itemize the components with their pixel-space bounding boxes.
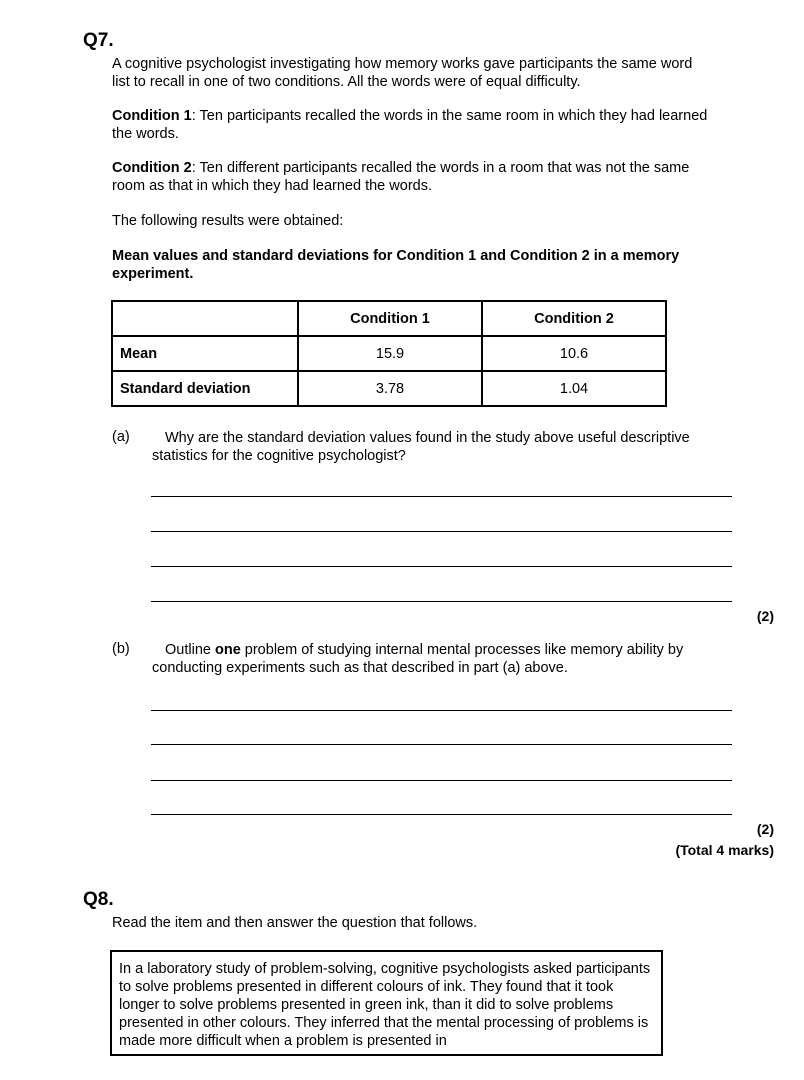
- q8-item-text: In a laboratory study of problem-solving, cognitive psychologists asked participants to solve problems presented in different colours of ink. They found that it took longer to solve problems presented in green ink, than it did to solve problems presented in other colours. They inferred that the mental processing of problems is made more difficult when a problem is presented in: [119, 961, 651, 1049]
- q7-condition-2: [112, 159, 712, 195]
- condition-2-text: : Ten different participants recalled the words in a room that was not the same room as that in which they had learned the words.: [112, 160, 690, 194]
- results-table: [111, 300, 667, 407]
- answer-line-b-2[interactable]: [151, 744, 732, 745]
- part-b-label: (b): [112, 641, 130, 657]
- cell-mean-condition-2: 10.6: [482, 336, 666, 371]
- answer-line-a-2[interactable]: [151, 531, 732, 532]
- answer-line-b-1[interactable]: [151, 710, 732, 711]
- question-7-number: Q7.: [83, 30, 114, 51]
- row-header-sd: Standard deviation: [112, 371, 298, 406]
- answer-line-a-3[interactable]: [151, 566, 732, 567]
- table-corner-cell: [112, 301, 298, 336]
- cell-mean-condition-1: 15.9: [298, 336, 482, 371]
- table-caption: Mean values and standard deviations for Condition 1 and Condition 2 in a memory experiment.: [112, 248, 680, 282]
- q7-condition-1: [112, 107, 712, 143]
- column-header-condition-2: Condition 2: [482, 301, 666, 336]
- condition-1-label: Condition 1: [112, 108, 192, 124]
- table-header-row: [112, 301, 666, 336]
- q7-total-marks: (Total 4 marks): [675, 842, 774, 858]
- condition-1-text: : Ten participants recalled the words in the same room in which they had learned the words.: [112, 108, 708, 142]
- part-b-question: [152, 641, 742, 677]
- question-8-number: Q8.: [83, 889, 114, 910]
- part-b-emphasis: one: [214, 642, 241, 658]
- row-header-mean: Mean: [112, 336, 298, 371]
- part-a-question: Why are the standard deviation values found in the study above useful descriptive statistics for the cognitive psychologist?: [152, 430, 690, 464]
- part-b-suffix: problem of studying internal mental processes like memory ability by conducting experiments such as that described in part (a) above.: [152, 642, 684, 676]
- table-row-mean: [112, 336, 666, 371]
- cell-sd-condition-1: 3.78: [298, 371, 482, 406]
- q8-item-box: [110, 950, 663, 1056]
- cell-sd-condition-2: 1.04: [482, 371, 666, 406]
- results-intro: The following results were obtained:: [112, 213, 344, 229]
- part-b-marks: (2): [756, 821, 774, 837]
- answer-line-b-3[interactable]: [151, 780, 732, 781]
- table-row-sd: [112, 371, 666, 406]
- column-header-condition-1: Condition 1: [298, 301, 482, 336]
- part-b-prefix: Outline: [165, 642, 215, 658]
- part-a-label: (a): [112, 429, 130, 445]
- q7-intro: A cognitive psychologist investigating how memory works gave participants the same word list to recall in one of two conditions. All the words were of equal difficulty.: [112, 56, 693, 90]
- answer-line-a-1[interactable]: [151, 496, 732, 497]
- answer-line-a-4[interactable]: [151, 601, 732, 602]
- answer-line-b-4[interactable]: [151, 814, 732, 815]
- part-a-marks: (2): [756, 608, 774, 624]
- condition-2-label: Condition 2: [112, 160, 192, 176]
- q8-instruction: Read the item and then answer the question that follows.: [112, 915, 478, 931]
